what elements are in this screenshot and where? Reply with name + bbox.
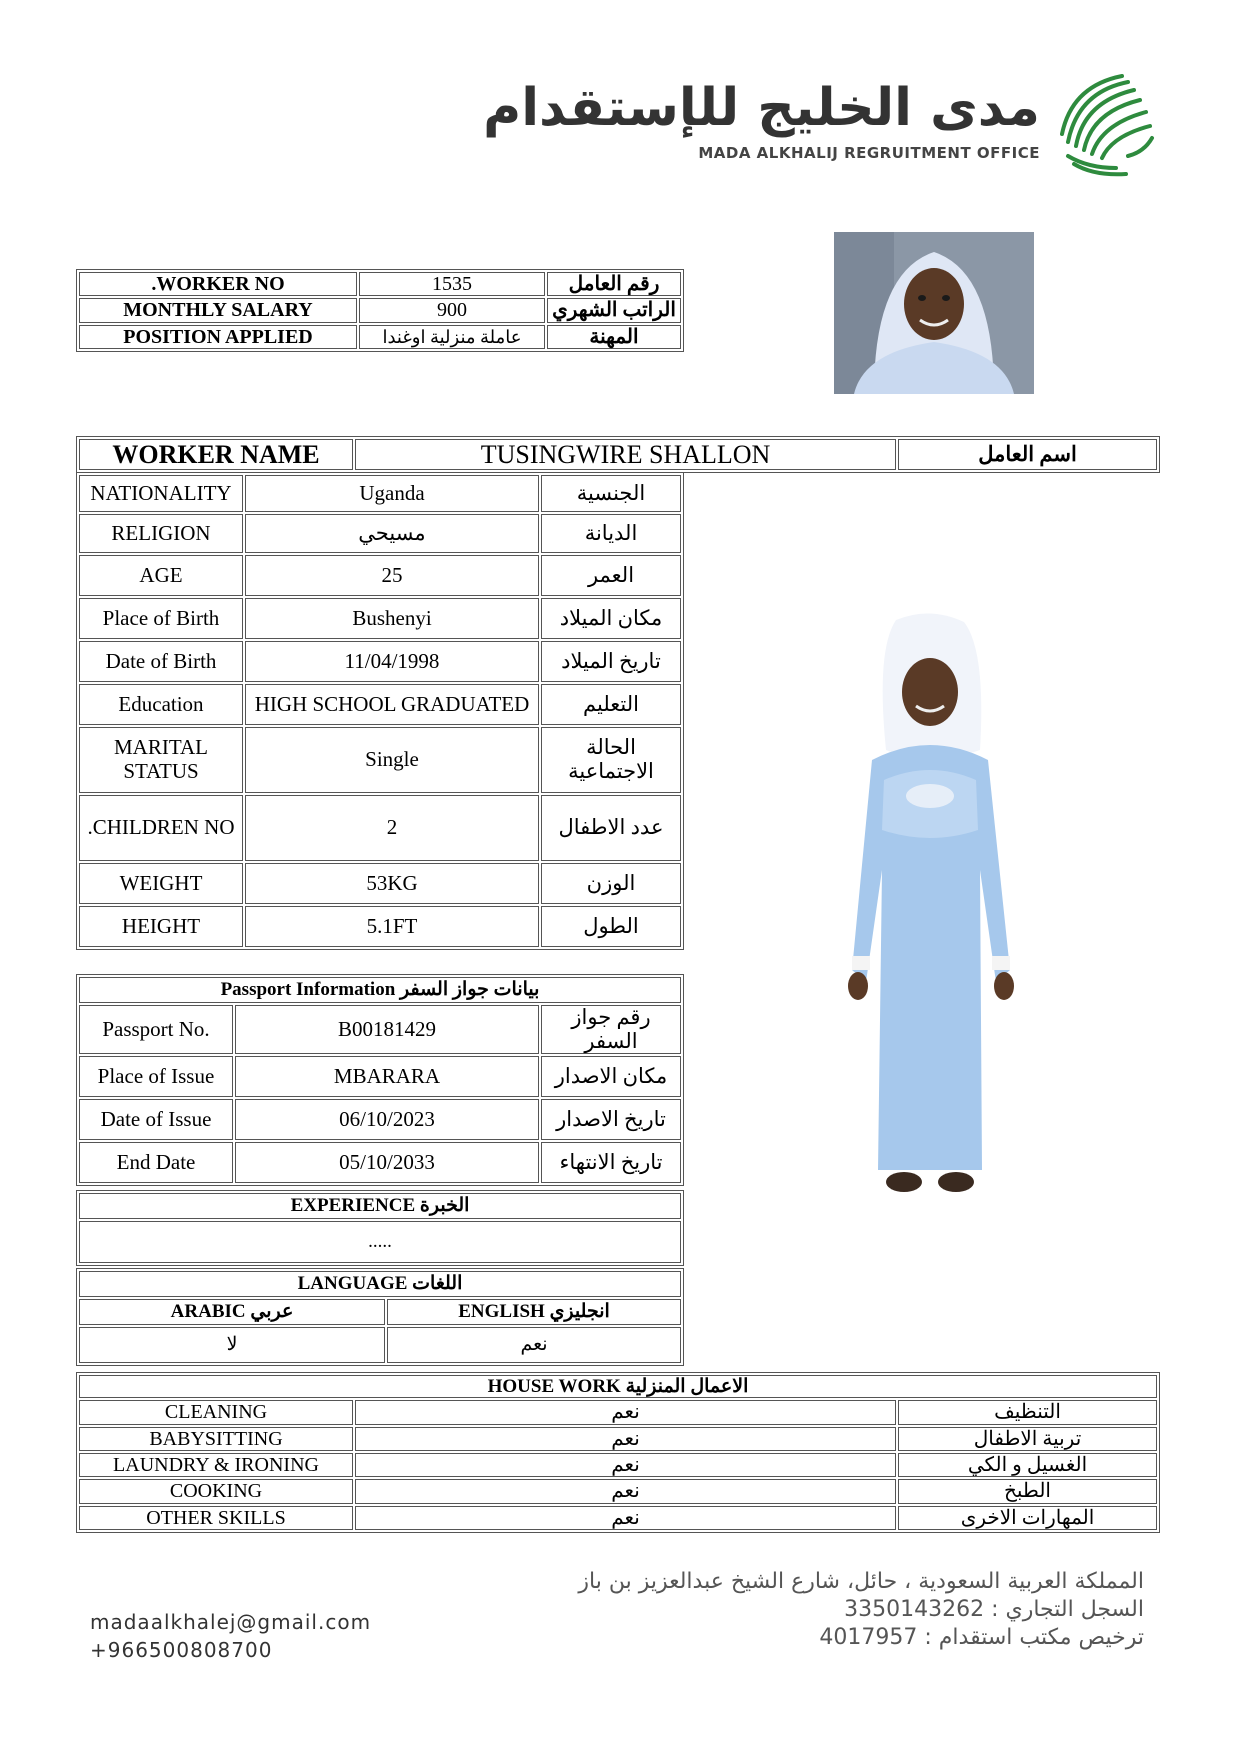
education-label: Education xyxy=(79,684,243,725)
place-of-issue-value: MBARARA xyxy=(235,1056,539,1097)
children-no-label: .CHILDREN NO xyxy=(79,795,243,861)
place-of-birth-value: Bushenyi xyxy=(245,598,539,639)
table-row xyxy=(79,1479,1157,1503)
height-value: 5.1FT xyxy=(245,906,539,947)
arabic-value: لا xyxy=(79,1327,385,1363)
date-of-issue-label: Date of Issue xyxy=(79,1099,233,1140)
table-row xyxy=(79,1400,1157,1424)
table-row xyxy=(79,906,681,947)
house-work-header-ar: الاعمال المنزلية xyxy=(625,1376,749,1397)
company-logo xyxy=(483,72,1160,182)
arabic-header-en: ARABIC xyxy=(170,1301,246,1323)
table-row xyxy=(79,795,681,861)
passport-no-label-ar: رقم جواز السفر xyxy=(541,1005,681,1054)
table-row xyxy=(79,439,1157,470)
date-of-birth-label-ar: تاريخ الميلاد xyxy=(541,641,681,682)
height-label-ar: الطول xyxy=(541,906,681,947)
house-work-header-en: HOUSE WORK xyxy=(487,1376,621,1397)
marital-status-value: Single xyxy=(245,727,539,793)
table-row xyxy=(79,641,681,682)
table-row xyxy=(79,514,681,553)
worker-no-label-ar: رقم العامل xyxy=(547,272,681,296)
cooking-label-ar: الطبخ xyxy=(898,1479,1157,1503)
place-of-issue-label: Place of Issue xyxy=(79,1056,233,1097)
table-row xyxy=(79,1375,1157,1398)
children-no-value: 2 xyxy=(245,795,539,861)
weight-label-ar: الوزن xyxy=(541,863,681,904)
age-label-ar: العمر xyxy=(541,555,681,596)
table-row xyxy=(79,1193,681,1219)
email-link[interactable]: madaalkhalej@gmail.com xyxy=(90,1610,372,1634)
worker-name-label: WORKER NAME xyxy=(79,439,353,470)
brand-name-ar: مدى الخليج للإستقدام xyxy=(483,78,1040,138)
nationality-value: Uganda xyxy=(245,475,539,512)
babysitting-value: نعم xyxy=(355,1427,896,1451)
experience-header xyxy=(79,1193,681,1219)
marital-status-label-ar: الحالة الاجتماعية xyxy=(541,727,681,793)
table-row xyxy=(79,325,681,349)
experience-header-ar: الخبرة xyxy=(419,1195,470,1217)
religion-label-ar: الديانة xyxy=(541,514,681,553)
age-label: AGE xyxy=(79,555,243,596)
worker-name-value: TUSINGWIRE SHALLON xyxy=(355,439,896,470)
cleaning-label: CLEANING xyxy=(79,1400,353,1424)
religion-value: مسيحي xyxy=(245,514,539,553)
other-skills-value: نعم xyxy=(355,1506,896,1530)
monthly-salary-label: MONTHLY SALARY xyxy=(79,298,357,322)
cleaning-label-ar: التنظيف xyxy=(898,1400,1157,1424)
footer-contact xyxy=(90,1608,371,1664)
cooking-value: نعم xyxy=(355,1479,896,1503)
arabic-header xyxy=(79,1299,385,1325)
passport-header-en: Passport Information xyxy=(220,979,396,1001)
cooking-label: COOKING xyxy=(79,1479,353,1503)
language-header-en: LANGUAGE xyxy=(297,1273,408,1295)
babysitting-label-ar: تربية الاطفال xyxy=(898,1427,1157,1451)
passport-table xyxy=(76,974,684,1186)
table-row xyxy=(79,977,681,1003)
logo-emblem-icon xyxy=(1048,72,1160,180)
weight-label: WEIGHT xyxy=(79,863,243,904)
address-text: المملكة العربية السعودية ، حائل، شارع الشيخ عبدالعزيز بن باز xyxy=(578,1569,1144,1594)
place-of-birth-label-ar: مكان الميلاد xyxy=(541,598,681,639)
passport-no-value: B00181429 xyxy=(235,1005,539,1054)
position-applied-label: POSITION APPLIED xyxy=(79,325,357,349)
laundry-label-ar: الغسيل و الكي xyxy=(898,1453,1157,1477)
english-header xyxy=(387,1299,681,1325)
language-table xyxy=(76,1268,684,1366)
weight-value: 53KG xyxy=(245,863,539,904)
table-row xyxy=(79,1453,1157,1477)
house-work-table xyxy=(76,1372,1160,1533)
table-row xyxy=(79,555,681,596)
table-row xyxy=(79,684,681,725)
house-work-header xyxy=(79,1375,1157,1398)
brand-name-en: MADA ALKHALIJ REGRUITMENT OFFICE xyxy=(698,144,1040,162)
other-skills-label: OTHER SKILLS xyxy=(79,1506,353,1530)
place-of-birth-label: Place of Birth xyxy=(79,598,243,639)
table-row xyxy=(79,1271,681,1297)
table-row xyxy=(79,1299,681,1325)
other-skills-label-ar: المهارات الاخرى xyxy=(898,1506,1157,1530)
end-date-value: 05/10/2033 xyxy=(235,1142,539,1183)
experience-table xyxy=(76,1190,684,1266)
education-value: HIGH SCHOOL GRADUATED xyxy=(245,684,539,725)
worker-name-label-ar: اسم العامل xyxy=(898,439,1157,470)
nationality-label: NATIONALITY xyxy=(79,475,243,512)
table-row xyxy=(79,1427,1157,1451)
table-row xyxy=(79,1327,681,1363)
passport-no-label: Passport No. xyxy=(79,1005,233,1054)
table-row xyxy=(79,727,681,793)
monthly-salary-value: 900 xyxy=(359,298,545,322)
phone-number: +966500808700 xyxy=(90,1638,273,1662)
worker-name-table xyxy=(76,436,1160,473)
nationality-label-ar: الجنسية xyxy=(541,475,681,512)
english-value: نعم xyxy=(387,1327,681,1363)
marital-status-label: MARITAL STATUS xyxy=(79,727,243,793)
details-table xyxy=(76,472,684,950)
end-date-label: End Date xyxy=(79,1142,233,1183)
table-row xyxy=(79,1056,681,1097)
worker-no-value: 1535 xyxy=(359,272,545,296)
children-no-label-ar: عدد الاطفال xyxy=(541,795,681,861)
table-row xyxy=(79,1099,681,1140)
table-row xyxy=(79,598,681,639)
laundry-label: LAUNDRY & IRONING xyxy=(79,1453,353,1477)
height-label: HEIGHT xyxy=(79,906,243,947)
table-row xyxy=(79,475,681,512)
education-label-ar: التعليم xyxy=(541,684,681,725)
footer-address xyxy=(384,1568,1144,1652)
date-of-birth-value: 11/04/1998 xyxy=(245,641,539,682)
passport-header xyxy=(79,977,681,1003)
table-row xyxy=(79,863,681,904)
position-applied-label-ar: المهنة xyxy=(547,325,681,349)
table-row xyxy=(79,1005,681,1054)
worker-no-label: .WORKER NO xyxy=(79,272,357,296)
monthly-salary-label-ar: الراتب الشهري xyxy=(547,298,681,322)
position-applied-value: عاملة منزلية اوغندا xyxy=(359,325,545,349)
cleaning-value: نعم xyxy=(355,1400,896,1424)
date-of-issue-value: 06/10/2023 xyxy=(235,1099,539,1140)
religion-label: RELIGION xyxy=(79,514,243,553)
place-of-issue-label-ar: مكان الاصدار xyxy=(541,1056,681,1097)
date-of-birth-label: Date of Birth xyxy=(79,641,243,682)
date-of-issue-label-ar: تاريخ الاصدار xyxy=(541,1099,681,1140)
top-info-table xyxy=(76,269,684,352)
worker-full-body-photo xyxy=(800,610,1060,1242)
table-row xyxy=(79,1142,681,1183)
commercial-register: السجل التجاري : 3350143262 xyxy=(844,1597,1144,1622)
experience-header-en: EXPERIENCE xyxy=(290,1195,416,1217)
recruitment-license: ترخيص مكتب استقدام : 4017957 xyxy=(819,1625,1144,1650)
worker-portrait-photo xyxy=(834,232,1034,394)
table-row xyxy=(79,1221,681,1263)
passport-header-ar: بيانات جواز السفر xyxy=(400,979,540,1001)
experience-value: ..... xyxy=(79,1221,681,1263)
age-value: 25 xyxy=(245,555,539,596)
end-date-label-ar: تاريخ الانتهاء xyxy=(541,1142,681,1183)
english-header-en: ENGLISH xyxy=(458,1301,545,1323)
table-row xyxy=(79,1506,1157,1530)
arabic-header-ar: عربي xyxy=(250,1301,294,1323)
table-row xyxy=(79,298,681,322)
english-header-ar: انجليزي xyxy=(549,1301,610,1323)
laundry-value: نعم xyxy=(355,1453,896,1477)
babysitting-label: BABYSITTING xyxy=(79,1427,353,1451)
language-header xyxy=(79,1271,681,1297)
table-row xyxy=(79,272,681,296)
language-header-ar: اللغات xyxy=(412,1273,463,1295)
